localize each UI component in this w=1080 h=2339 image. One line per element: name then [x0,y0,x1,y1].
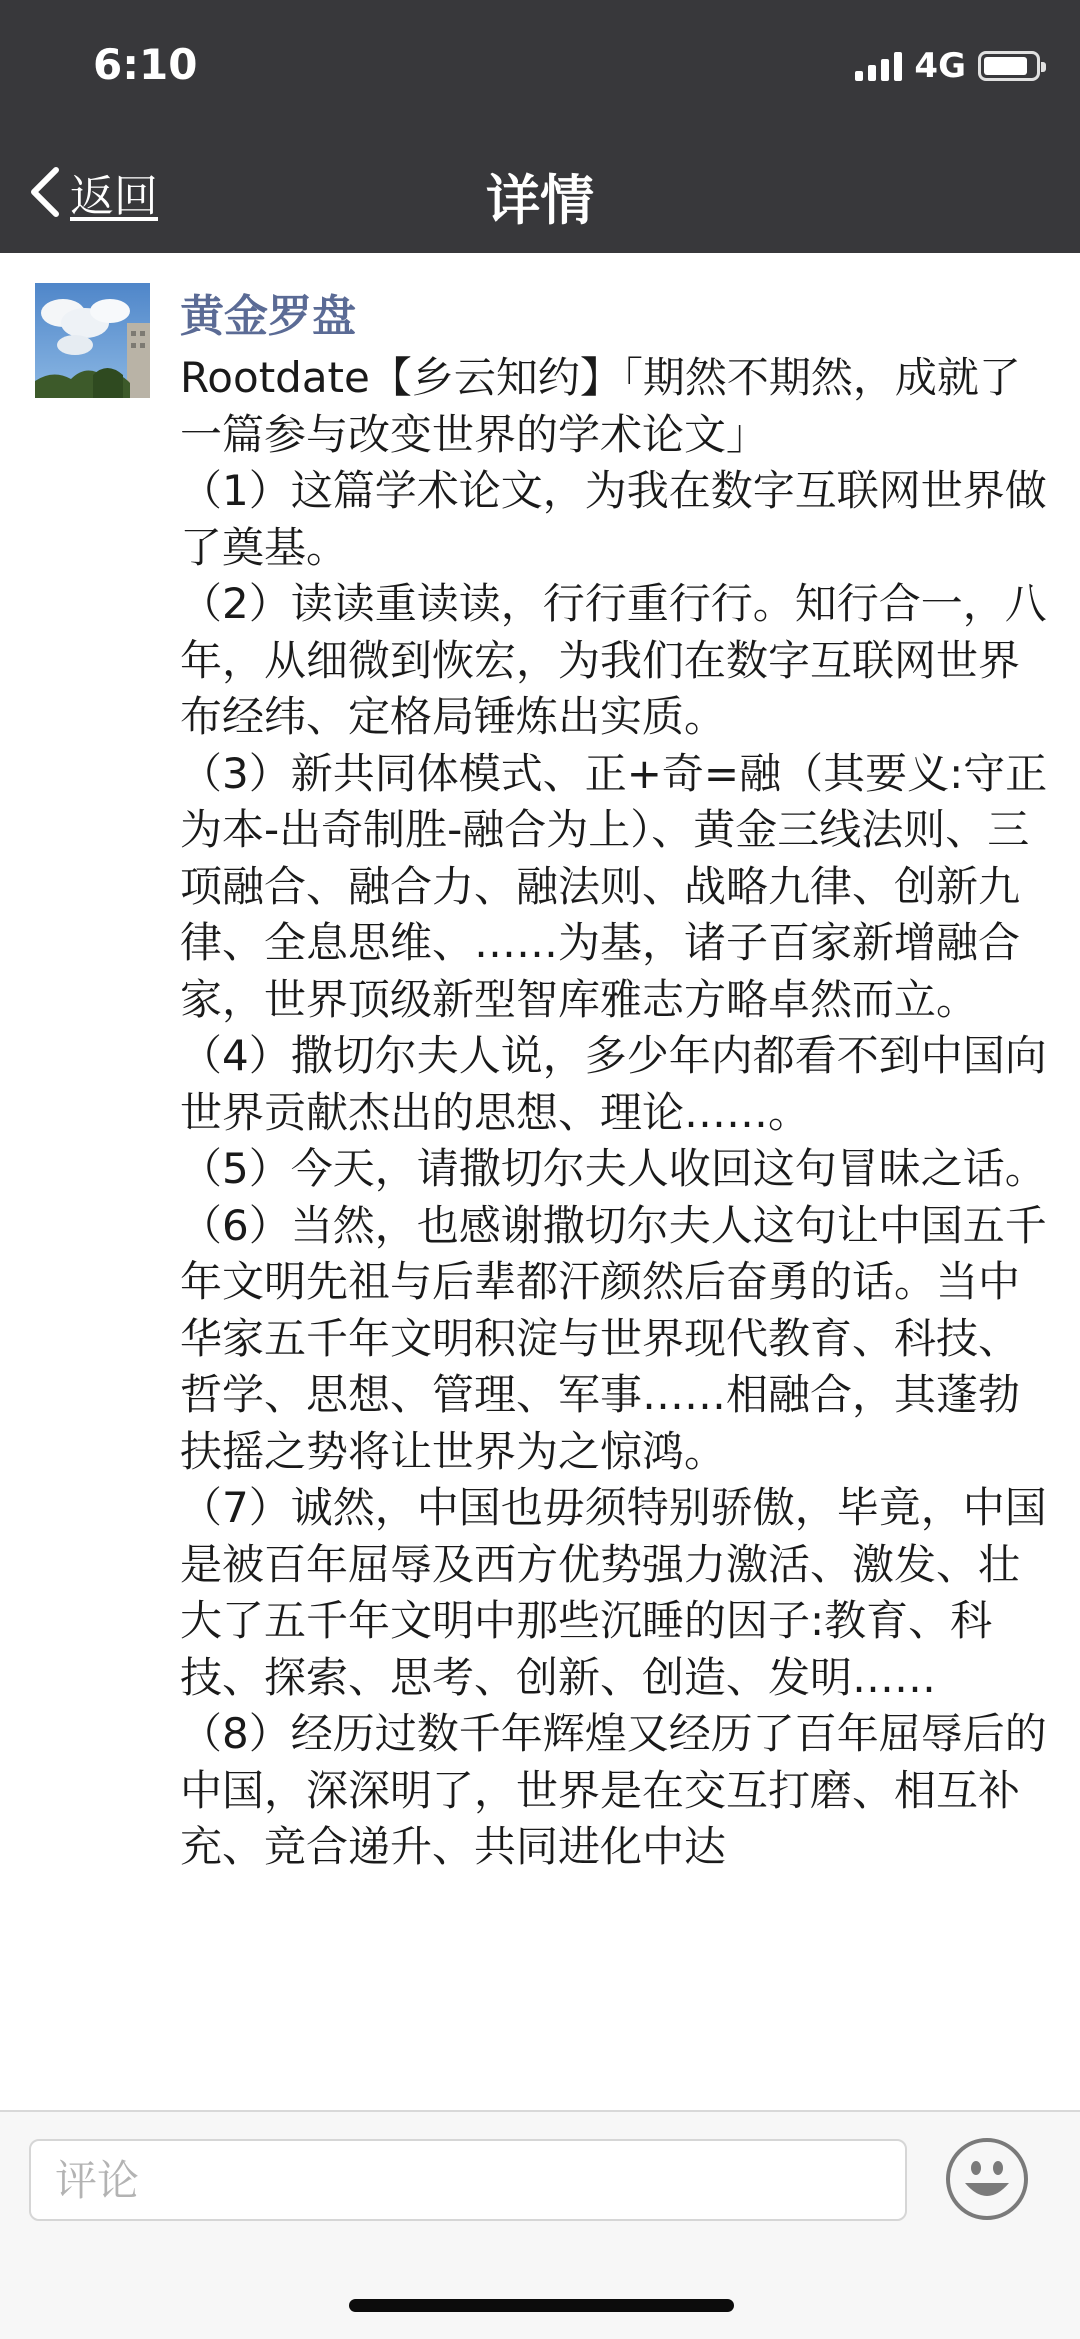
status-indicators [855,46,1040,86]
comment-input[interactable] [29,2139,907,2221]
page-title: 详情 [486,169,594,232]
smiley-face-icon [945,2137,1029,2221]
home-indicator [349,2299,734,2312]
author-name[interactable]: 黄金罗盘 [180,291,356,342]
network-type: 4G [914,46,966,86]
back-label[interactable]: 返回 [70,171,158,222]
top-bar [0,0,1080,253]
emoji-button[interactable] [945,2137,1029,2221]
battery-icon [978,51,1040,81]
avatar[interactable] [35,283,150,398]
status-time: 6:10 [93,40,198,89]
avatar-photo [35,283,150,398]
post-content: Rootdate【乡云知约】「期然不期然，成就了一篇参与改变世界的学术论文」 （1）这篇学术论文，为我在数字互联网世界做了奠基。 （2）读读重读读，行行重行行。知行合一，八年，从细微到恢宏，为我们在数字互联网世界布经纬、定格局锤炼出实质。 （3）新共同体模式、正+奇=融（其要义:守正为本-出奇制胜-融合为上）、黄金三线法则、三项融合、融合力、融法则、战略九律、创新九律、全息思维、……为基，诸子百家新增融合家，世界顶级新型智库雅志方略卓然而立。 （4）撒切尔夫人说，多少年内都看不到中国向世界贡献杰出的思想、理论……。 （5）今天，请撒切尔夫人收回这句冒昧之话。 （6）当然，也感谢撒切尔夫人这句让中国五千年文明先祖与后辈都汗颜然后奋勇的话。当中华家五千年文明积淀与世界现代教育、科技、哲学、思想、管理、军事……相融合，其蓬勃扶摇之势将让世界为之惊鸿。 （7）诚然，中国也毋须特别骄傲，毕竟，中国是被百年屈辱及西方优势强力激活、激发、壮大了五千年文明中那些沉睡的因子:教育、科技、探索、思考、创新、创造、发明…… （8）经历过数千年辉煌又经历了百年屈辱后的中国，深深明了，世界是在交互打磨、相互补充、竞合递升、共同进化中达 [180,353,1048,1871]
signal-icon [855,51,902,81]
